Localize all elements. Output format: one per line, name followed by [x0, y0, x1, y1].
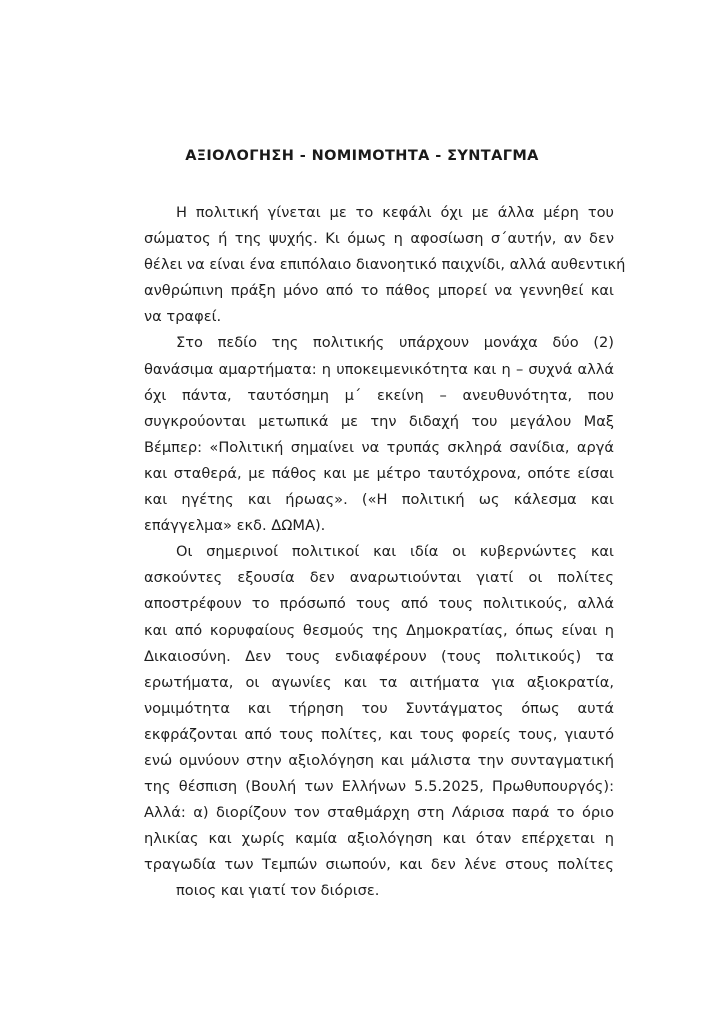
paragraph-1	[144, 200, 626, 330]
document-title: ΑΞΙΟΛΟΓΗΣΗ - ΝΟΜΙΜΟΤΗΤΑ - ΣΥΝΤΑΓΜΑ	[185, 148, 539, 164]
text-line: Αλλά: α) διορίζουν τον σταθμάρχη στη Λάρισα παρά το όριο	[144, 804, 614, 822]
text-line: επάγγελμα» εκδ. ΔΩΜΑ).	[144, 517, 326, 535]
text-line: αποστρέφουν το πρόσωπό τους από τους πολιτικούς, αλλά	[144, 595, 614, 613]
text-line: όχι πάντα, ταυτόσημη μ΄ εκείνη – ανευθυνότητα, που	[144, 386, 614, 404]
document-body	[144, 200, 626, 905]
text-line: Στο πεδίο της πολιτικής υπάρχουν μονάχα δύο (2)	[176, 334, 614, 352]
text-line: και ηγέτης και ήρωας». («Η πολιτική ως κάλεσμα και	[144, 491, 614, 509]
text-line: συγκρούονται μετωπικά με την διδαχή του μεγάλου Μαξ	[144, 412, 614, 430]
text-line: σώματος ή της ψυχής. Κι όμως η αφοσίωση σ΄αυτήν, αν δεν	[144, 230, 614, 248]
text-line: και από κορυφαίους θεσμούς της Δημοκρατίας, όπως είναι η	[144, 621, 614, 639]
text-line: ασκούντες εξουσία δεν αναρωτιούνται γιατί οι πολίτες	[144, 569, 614, 587]
text-line: ερωτήματα, οι αγωνίες και τα αιτήματα για αξιοκρατία,	[144, 673, 614, 691]
text-line: θανάσιμα αμαρτήματα: η υποκειμενικότητα και η – συχνά αλλά	[144, 360, 614, 378]
text-line: ενώ ομνύουν στην αξιολόγηση και μάλιστα την συνταγματική	[144, 751, 614, 769]
paragraph-3	[144, 539, 614, 904]
paragraph-2	[144, 330, 614, 539]
text-line: θέλει να είναι ένα επιπόλαιο διανοητικό παιχνίδι, αλλά αυθεντική	[144, 256, 626, 274]
text-line: της θέσπιση (Βουλή των Ελλήνων 5.5.2025, Πρωθυπουργός):	[144, 778, 614, 796]
text-line: ποιος και γιατί τον διόρισε.	[176, 882, 380, 900]
text-line: εκφράζονται από τους πολίτες, και τους φορείς τους, γιαυτό	[144, 725, 614, 743]
text-line: Δικαιοσύνη. Δεν τους ενδιαφέρουν (τους πολιτικούς) τα	[144, 647, 614, 665]
text-line: Οι σημερινοί πολιτικοί και ιδία οι κυβερνώντες και	[176, 543, 614, 561]
text-line: Η πολιτική γίνεται με το κεφάλι όχι με άλλα μέρη του	[176, 204, 614, 221]
text-line: νομιμότητα και τήρηση του Συντάγματος όπως αυτά	[144, 699, 614, 717]
text-line: τραγωδία των Τεμπών σιωπούν, και δεν λένε στους πολίτες	[144, 856, 614, 874]
text-line: ανθρώπινη πράξη μόνο από το πάθος μπορεί να γεννηθεί και	[144, 282, 614, 300]
text-line: να τραφεί.	[144, 308, 222, 326]
text-line: Βέμπερ: «Πολιτική σημαίνει να τρυπάς σκληρά σανίδια, αργά	[144, 438, 614, 456]
text-line: ηλικίας και χωρίς καμία αξιολόγηση και όταν επέρχεται η	[144, 830, 614, 848]
text-line: και σταθερά, με πάθος και με μέτρο ταυτόχρονα, οπότε είσαι	[144, 464, 614, 482]
